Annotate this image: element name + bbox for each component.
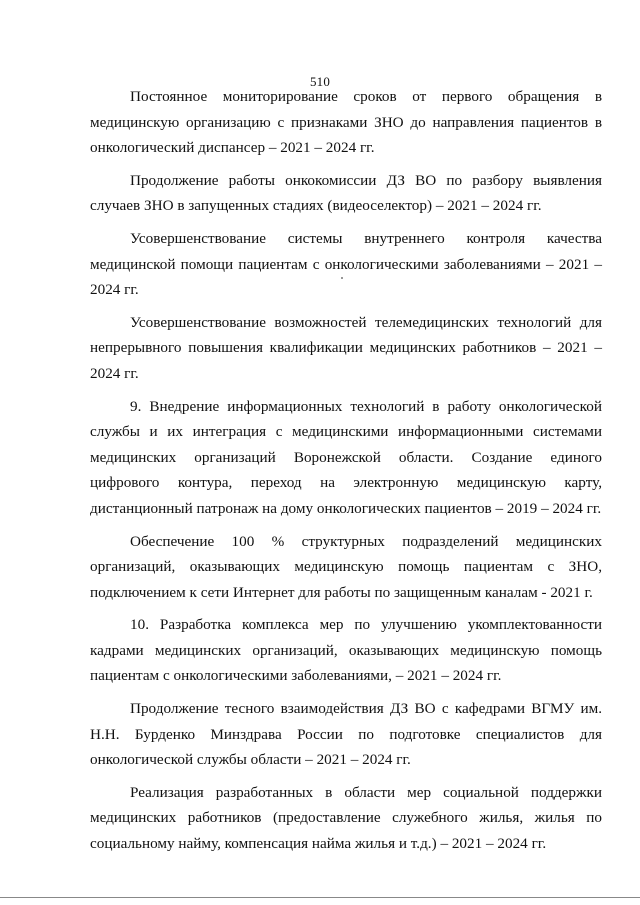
paragraph-quality-control: Усовершенствование системы внутреннего контроля качества медицинской помощи пациентам с онкологическими заболеваниями – 2021 – 2024 гг. <box>90 229 602 299</box>
paragraph-staffing: 10. Разработка комплекса мер по улучшению укомплектованности кадрами медицинских организаций, оказывающих медицинскую помощь пациентам с онкологическими заболеваниями, – 2021 – 2024 гг. <box>90 616 602 685</box>
page-number: 510 <box>309 74 331 89</box>
paragraph-telemedicine: Усовершенствование возможностей телемедицинских технологий для непрерывного повышения квалификации медицинских работников – 2021 – 2024 гг. <box>90 313 602 382</box>
paragraph-internet-connection: Обеспечение 100 % структурных подразделений медицинских организаций, оказывающих медицинскую помощь пациентам с ЗНО, подключением к сети Интернет для работы по защищенным каналам - 2021 г. <box>90 532 602 601</box>
paragraph-monitoring: Постоянное мониторирование сроков от первого обращения в медицинскую организацию с признаками ЗНО до направления пациентов в онкологический диспансер – 2021 – 2024 гг. <box>90 88 602 157</box>
paragraph-social-support: Реализация разработанных в области мер социальной поддержки медицинских работников (предоставление служебного жилья, жилья по социальному найму, компенсация найма жилья и т.д.) – 2021 – 2024 гг. <box>90 783 602 853</box>
footer-rule <box>0 897 640 898</box>
scan-speck <box>341 277 343 279</box>
paragraph-oncocommission: Продолжение работы онкокомиссии ДЗ ВО по разбору выявления случаев ЗНО в запущенных стадиях (видеоселектор) – 2021 – 2024 гг. <box>90 171 602 215</box>
paragraph-it-integration: 9. Внедрение информационных технологий в работу онкологической службы и их интеграция с медицинскими информационными системами медицинских организаций Воронежской области. Создание единого цифрового контура, переход на электронную медицинскую карту, дистанционный патронаж на дому онкологических пациентов – 2019 – 2024 гг. <box>90 397 602 517</box>
document-body <box>90 84 602 864</box>
paragraph-university-cooperation: Продолжение тесного взаимодействия ДЗ ВО с кафедрами ВГМУ им. Н.Н. Бурденко Минздрава России по подготовке специалистов для онкологической службы области – 2021 – 2024 гг. <box>90 700 602 769</box>
